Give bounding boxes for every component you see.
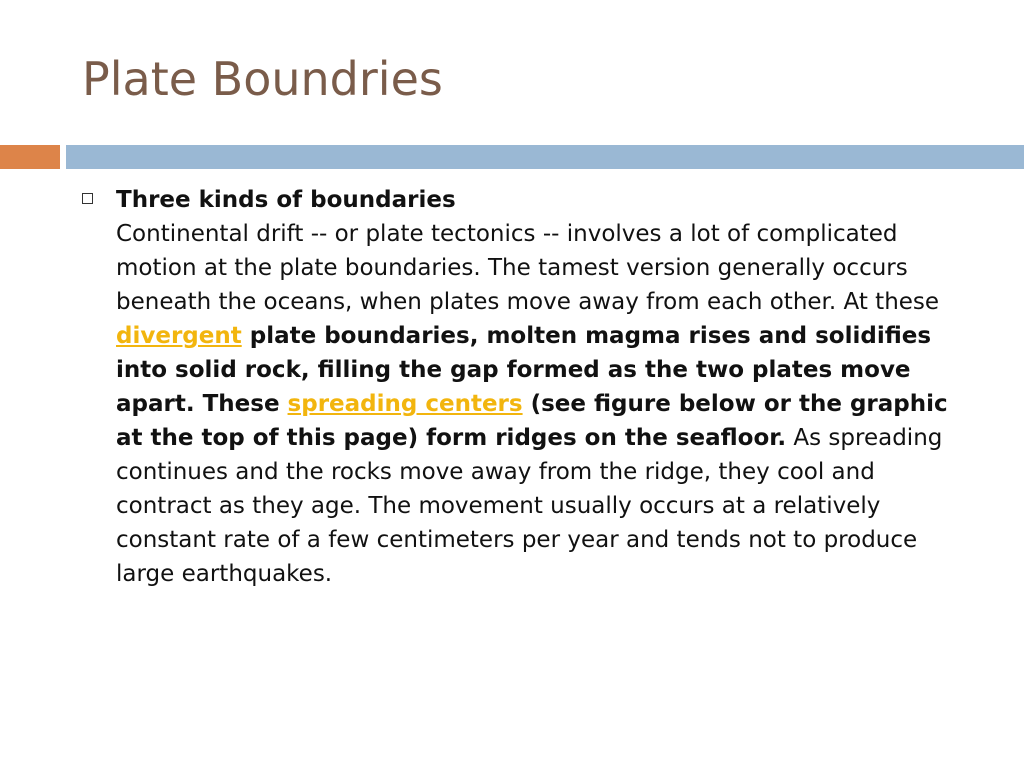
body-text-4: As spreading continues and the rocks move away from the ridge, they cool and contract as they age. The movement usually occurs at a relatively constant rate of a few centimeters per year and tends not to produce large earthquakes.	[116, 425, 943, 587]
slide-title: Plate Boundries	[82, 52, 443, 106]
bullet-body	[116, 183, 976, 591]
body-text-2: plate boundaries, molten magma rises and solidifies into solid rock, filling the gap formed as the two plates move apart. These	[116, 323, 932, 417]
body-text-3: (see figure below or the graphic at the top of this page) form ridges on the seafloor.	[116, 391, 948, 451]
link-spreading-centers[interactable]: spreading centers	[287, 391, 523, 417]
accent-bar-blue	[66, 145, 1024, 169]
link-divergent[interactable]: divergent	[116, 323, 242, 349]
square-bullet-icon	[82, 193, 93, 204]
bullet-heading: Three kinds of boundaries	[116, 187, 456, 213]
accent-bar-orange	[0, 145, 60, 169]
body-text-1: Continental drift -- or plate tectonics -- involves a lot of complicated motion at the plate boundaries. The tamest version generally occurs beneath the oceans, when plates move away from each other. At these	[116, 221, 940, 315]
